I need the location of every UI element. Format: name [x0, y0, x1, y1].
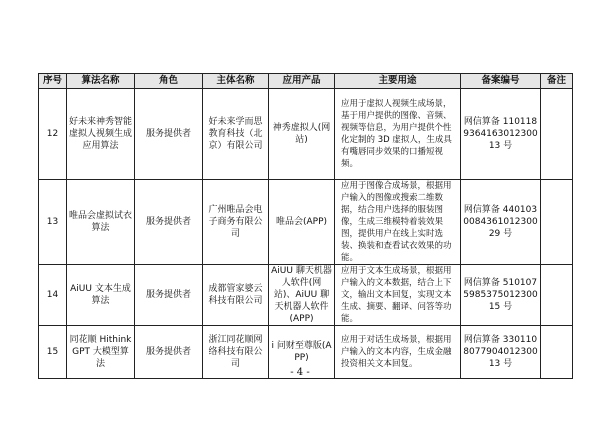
table-row: [39, 265, 573, 326]
cell-algorithm-name: 唯品会虚拟试衣算法: [67, 180, 135, 265]
cell-algorithm-name: 同花顺 HithinkGPT 大模型算法: [67, 326, 135, 379]
page-number: - 4 -: [290, 367, 310, 378]
header-role: 角色: [135, 74, 203, 89]
cell-entity-name: 成都管家婆云科技有限公司: [203, 265, 269, 326]
cell-serial: 14: [39, 265, 67, 326]
algorithm-filing-table: [38, 73, 573, 379]
cell-product: i 问财至尊版(APP): [269, 326, 335, 379]
header-product: 应用产品: [269, 74, 335, 89]
table-header-row: [39, 74, 573, 89]
cell-filing-number: 网信算备 440103008436101230029 号: [461, 180, 541, 265]
cell-purpose: 应用于文本生成场景，根据用户输入的文本数据，结合上下文，输出文本回复，实现文本生成、摘要、翻译、问答等功能。: [335, 265, 461, 326]
header-filing-number: 备案编号: [461, 74, 541, 89]
cell-entity-name: 广州唯品会电子商务有限公司: [203, 180, 269, 265]
header-algorithm-name: 算法名称: [67, 74, 135, 89]
cell-note: [541, 180, 573, 265]
cell-purpose: 应用于对话生成场景，根据用户输入的文本内容，生成金融投资相关文本回复。: [335, 326, 461, 379]
cell-role: 服务提供者: [135, 265, 203, 326]
cell-serial: 12: [39, 89, 67, 180]
cell-serial: 15: [39, 326, 67, 379]
table-row: [39, 89, 573, 180]
cell-role: 服务提供者: [135, 180, 203, 265]
cell-entity-name: 好未来学而思教育科技（北京）有限公司: [203, 89, 269, 180]
header-entity-name: 主体名称: [203, 74, 269, 89]
cell-role: 服务提供者: [135, 89, 203, 180]
cell-filing-number: 网信算备 330110807790401230013 号: [461, 326, 541, 379]
cell-product: 唯品会(APP): [269, 180, 335, 265]
cell-product: AiUU 聊天机器人软件(网站)、AiUU 聊天机器人软件(APP): [269, 265, 335, 326]
cell-entity-name: 浙江同花顺网络科技有限公司: [203, 326, 269, 379]
header-purpose: 主要用途: [335, 74, 461, 89]
cell-purpose: 应用于虚拟人视频生成场景，基于用户提供的图像、音频、视频等信息，为用户提供个性化定制的 3D 虚拟人，生成具有嘴唇同步效果的口播短视频。: [335, 89, 461, 180]
cell-filing-number: 网信算备 110118936416301230013 号: [461, 89, 541, 180]
cell-serial: 13: [39, 180, 67, 265]
cell-note: [541, 265, 573, 326]
cell-product: 神秀虚拟人(网站): [269, 89, 335, 180]
cell-filing-number: 网信算备 510107598537501230015 号: [461, 265, 541, 326]
header-note: 备注: [541, 74, 573, 89]
cell-algorithm-name: 好未来神秀智能虚拟人视频生成应用算法: [67, 89, 135, 180]
cell-role: 服务提供者: [135, 326, 203, 379]
cell-purpose: 应用于图像合成场景，根据用户输入的图像或搜索二维数据，结合用户选择的服装图像，生成三维模特着装效果图，提供用户在线上实时选装、换装和查看试衣效果的功能。: [335, 180, 461, 265]
cell-note: [541, 89, 573, 180]
table-row: [39, 180, 573, 265]
cell-algorithm-name: AiUU 文本生成算法: [67, 265, 135, 326]
header-serial: 序号: [39, 74, 67, 89]
